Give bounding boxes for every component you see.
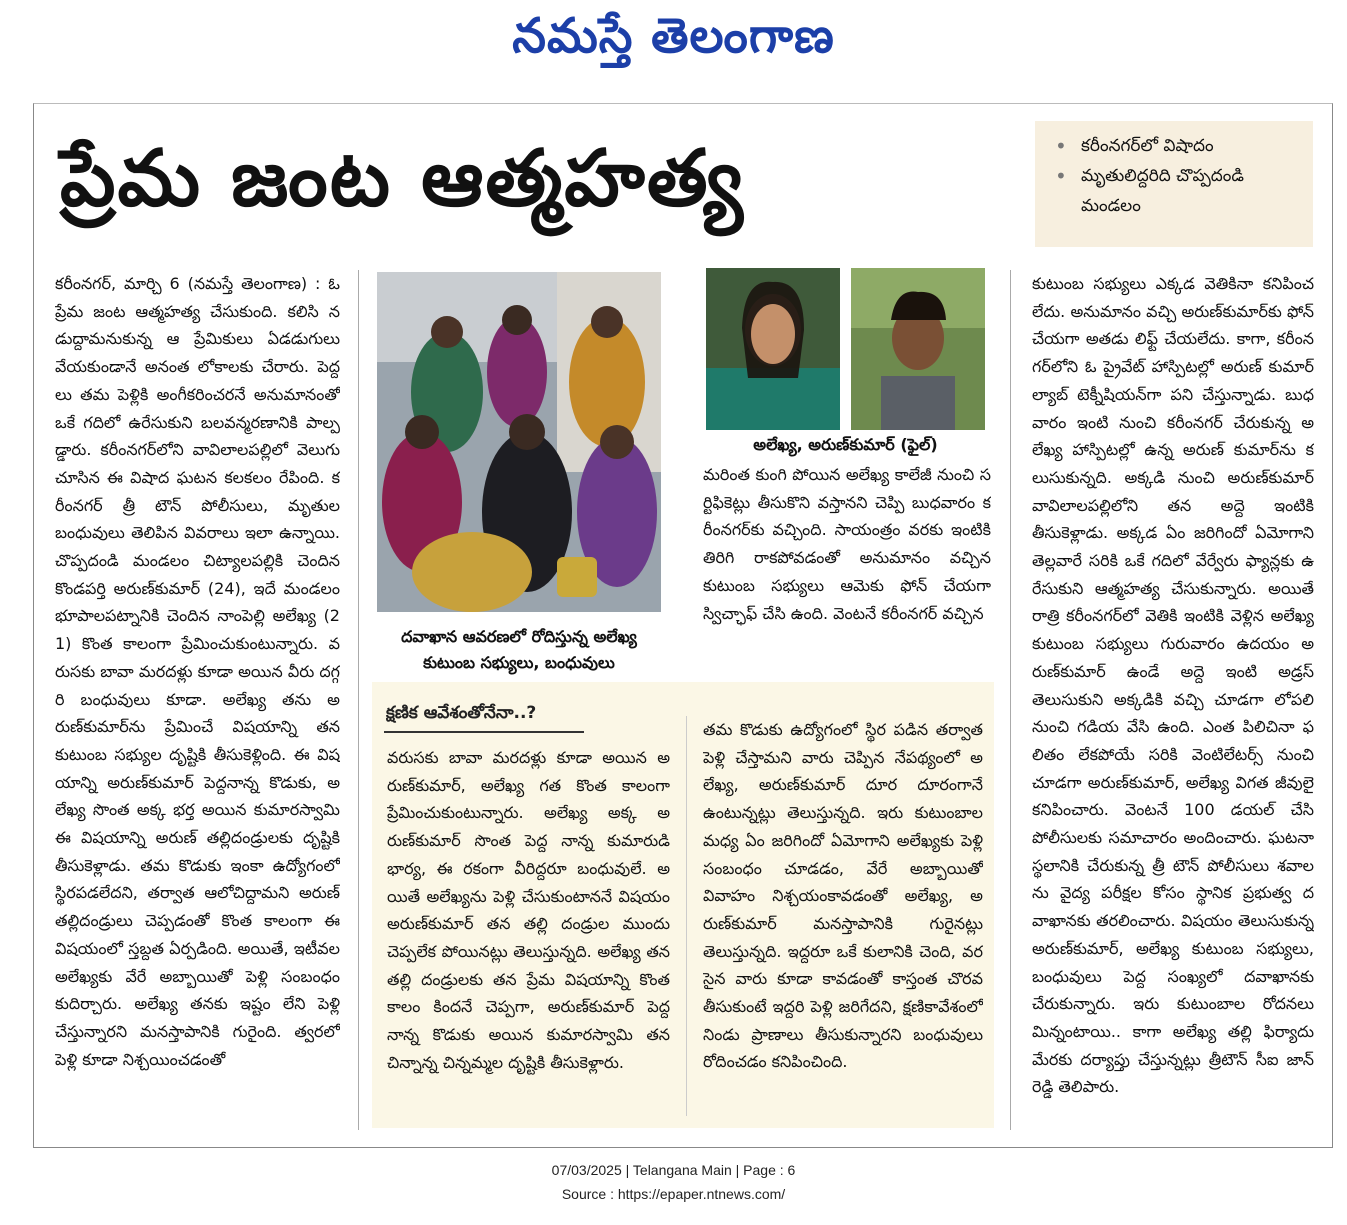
photo2-caption: అలేఖ్య, అరుణ్‌కుమార్ (ఫైల్) [753, 435, 938, 454]
sidebar-story-column-2: తమ కొడుకు ఉద్యోగంలో స్థిర పడిన తర్వాత పెళ్లి చేస్తామని వారు చెప్పిన నేపథ్యంలో అలేఖ్య, అరుణ్‌కుమార్ దూర దూరంగానే ఉంటున్నట్లు తెలుస్తున్నది. ఇరు కుటుంబాల మధ్య ఏం జరిగిందో ఏమోగాని అలేఖ్యకు పెళ్లి సంబంధం చూడడం, వేరే అబ్బాయితో వివాహం నిశ్చయంకావడంతో అలేఖ్య, అరుణ్‌కుమార్ మనస్తాపానికి గురైనట్లు తెలుస్తున్నది. ఇద్దరూ ఒకే కులానికి చెంది, వరసైన వారు కూడా కావడంతో కాస్తంత చొరవ తీసుకుంటే ఇద్దరి పెళ్లి జరిగేదని, క్షణికావేశంలో నిండు ప్రాణాలు తీసుకున్నారని బంధువులు రోదించడం కనిపించింది. [703, 720, 983, 1072]
highlight-text: కరీంనగర్‌లో విషాదం [1081, 136, 1214, 156]
sidebar-story-title: క్షణిక ఆవేశంతోనేనా..? [386, 703, 537, 723]
footer-source: Source : https://epaper.ntnews.com/ [561, 1186, 786, 1202]
article-column-3: మరింత కుంగి పోయిన అలేఖ్య కాలేజీ నుంచి సర్టిఫికెట్లు తీసుకొని వస్తానని చెప్పి బుధవారం కరీంనగర్‌కు వచ్చింది. సాయంత్రం వరకు ఇంటికి తిరిగి రాకపోవడంతో అనుమానం వచ్చిన కుటుంబ సభ్యులు ఆమెకు ఫోన్ చేయగా స్విచ్ఛాఫ్ చేసి ఉంది. వెంటనే కరీంనగర్ వచ్చిన [703, 465, 991, 623]
photo-couple [706, 268, 985, 430]
article-column-4: కుటుంబ సభ్యులు ఎక్కడ వెతికినా కనిపించలేదు. అనుమానం వచ్చి అరుణ్‌కుమార్‌కు ఫోన్ చేయగా అతడు లిఫ్ట్ చేయలేదు. కాగా, కరీంనగర్‌లోని ఓ ప్రైవేట్ హాస్పిటల్లో అరుణ్ కుమార్ ల్యాబ్ టెక్నీషియన్‌గా పని చేస్తున్నాడు. బుధవారం ఇంటి నుంచి కరీంనగర్ చేరుకున్న అలేఖ్య హాస్పిటల్లో ఉన్న అరుణ్ కుమార్‌ను కలుసుకున్నది. అక్కడి నుంచి అరుణ్‌కుమార్ వావిలాలపల్లిలోని తన అద్దె ఇంటికి తీసుకెళ్లాడు. అక్కడ ఏం జరిగిందో ఏమోగాని తెల్లవారే సరికి ఒకే గదిలో వేర్వేరు ఫ్యాన్లకు ఉరేసుకుని ఆత్మహత్య చేసుకున్నారు. అయితే రాత్రి కరీంనగర్‌లో వెతికి ఇంటికి వెళ్లిన అలేఖ్య కుటుంబ సభ్యులు గురువారం ఉదయం అరుణ్‌కుమార్ ఉండే అద్దె ఇంటి అడ్రస్ తెలుసుకుని అక్కడికి వచ్చి చూడగా లోపలి నుంచి గడియ వేసి ఉంది. ఎంత పిలిచినా ఫలితం లేకపోయే సరికి వెంటిలేటర్స్ నుంచి చూడగా అరుణ్‌కుమార్, అలేఖ్య విగత జీవులై కనిపించారు. వెంటనే 100 డయల్ చేసి పోలీసులకు సమాచారం అందించారు. ఘటనా స్థలానికి చేరుకున్న త్రీ టౌన్ పోలీసులు శవాలను వైద్య పరీక్షల కోసం స్థానిక ప్రభుత్వ దవాఖానకు తరలించారు. విషయం తెలుసుకున్న అరుణ్‌కుమార్, అలేఖ్య కుటుంబ సభ్యులు, బంధువులు పెద్ద సంఖ్యలో దవాఖానకు చేరుకున్నారు. ఇరు కుటుంబాల రోదనలు మిన్నంటాయి.. కాగా అలేఖ్య తల్లి ఫిర్యాదు మేరకు దర్యాప్తు చేస్తున్నట్లు త్రీటౌన్ సీఐ జాన్ రెడ్డి తెలిపారు. [1032, 274, 1314, 1097]
caption-line: దవాఖాన ఆవరణలో రోదిస్తున్న అలేఖ్య [401, 627, 637, 646]
masthead-logo: నమస్తే తెలంగాణ [512, 8, 835, 64]
footer-dateline: 07/03/2025 | Telangana Main | Page : 6 [551, 1162, 796, 1178]
highlights-box [1035, 121, 1313, 247]
column-divider [686, 716, 687, 1116]
sidebar-story-column-1: వరుసకు బావా మరదళ్లు కూడా అయిన అరుణ్‌కుమార్, అలేఖ్య గత కొంత కాలంగా ప్రేమించుకుంటున్నారు. అలేఖ్య అక్క అరుణ్‌కుమార్ సొంత పెద్ద నాన్న కుమారుడి భార్య, ఈ రకంగా వీరిద్దరూ బంధువులే. అయితే అలేఖ్యను పెళ్లి చేసుకుంటాననే విషయం అరుణ్‌కుమార్ తన తల్లి దండ్రుల ముందు చెప్పలేక పోయినట్లు తెలుస్తున్నది. అలేఖ్య తన తల్లి దండ్రులకు తన ప్రేమ విషయాన్ని కొంత కాలం కిందనే చెప్పగా, అరుణ్‌కుమార్ పెద్ద నాన్న కొడుకు అయిన కుమారస్వామి తన చిన్నాన్న చిన్నమ్మల దృష్టికి తీసుకెళ్లారు. [387, 748, 670, 1072]
column-divider [1010, 270, 1011, 1130]
highlight-item [1055, 161, 1301, 221]
photo-family-grieving [377, 272, 661, 612]
title-underline [384, 731, 584, 733]
bullet-icon: • [1055, 164, 1067, 188]
highlight-text: మృతులిద్దరిది చొప్పదండి మండలం [1081, 166, 1244, 216]
caption-line: కుటుంబ సభ్యులు, బంధువులు [423, 653, 615, 672]
photo1-caption [377, 624, 661, 676]
bullet-icon: • [1055, 134, 1067, 158]
article-column-1: కరీంనగర్, మార్చి 6 (నమస్తే తెలంగాణ) : ఓ ప్రేమ జంట ఆత్మహత్య చేసుకుంది. కలిసి నడుద్దామనుకున్న ఆ ప్రేమికులు ఏడడుగులు వేయకుండానే అనంత లోకాలకు చేరారు. పెద్దలు తమ పెళ్లికి అంగీకరించరనే అనుమానంతో ఒకే గదిలో ఉరేసుకుని బలవన్మరణానికి పాల్పడ్డారు. కరీంనగర్‌లోని వావిలాలపల్లిలో వెలుగు చూసిన ఈ విషాద ఘటన కలకలం రేపింది. కరీంనగర్ త్రీ టౌన్ పోలీసులు, మృతుల బంధువులు తెలిపిన వివరాలు ఇలా ఉన్నాయి. చొప్పదండి మండలం చిట్యాలపల్లికి చెందిన కొండపర్తి అరుణ్‌కుమార్ (24), ఇదే మండలం భూపాలపట్నానికి చెందిన నాంపెల్లి అలేఖ్య (21) కొంత కాలంగా ప్రేమించుకుంటున్నారు. వరుసకు బావా మరదళ్లు కూడా అయిన వీరు దగ్గరి బంధువులు కూడా. అలేఖ్య తను అరుణ్‌కుమార్‌ను ప్రేమించే విషయాన్ని తన కుటుంబ సభ్యుల దృష్టికి తీసుకెళ్లింది. ఈ విషయాన్ని అరుణ్‌కుమార్ పెద్దనాన్న కొడుకు, అలేఖ్య సొంత అక్క భర్త అయిన కుమారస్వామి ఈ విషయాన్ని అరుణ్ తల్లిదండ్రులకు దృష్టికి తీసుకెళ్లాడు. తమ కొడుకు ఇంకా ఉద్యోగంలో స్థిరపడలేదని, తర్వాత ఆలోచిద్దామని అరుణ్ తల్లిదండ్రులు చెప్పడంతో కొంత కాలంగా ఈ విషయంలో స్తబ్దత ఏర్పడింది. అయితే, ఇటీవల అలేఖ్యకు వేరే అబ్బాయితో పెళ్లి సంబంధం కుదిర్చారు. అలేఖ్య తనకు ఇష్టం లేని పెళ్లి చేస్తున్నారని మనస్తాపానికి గురైంది. త్వరలో పెళ్లి కూడా నిశ్చయించడంతో [55, 274, 340, 1069]
column-divider [358, 270, 359, 1130]
highlight-item [1055, 131, 1301, 161]
headline: ప్రేమ జంట ఆత్మహత్య [60, 134, 745, 224]
